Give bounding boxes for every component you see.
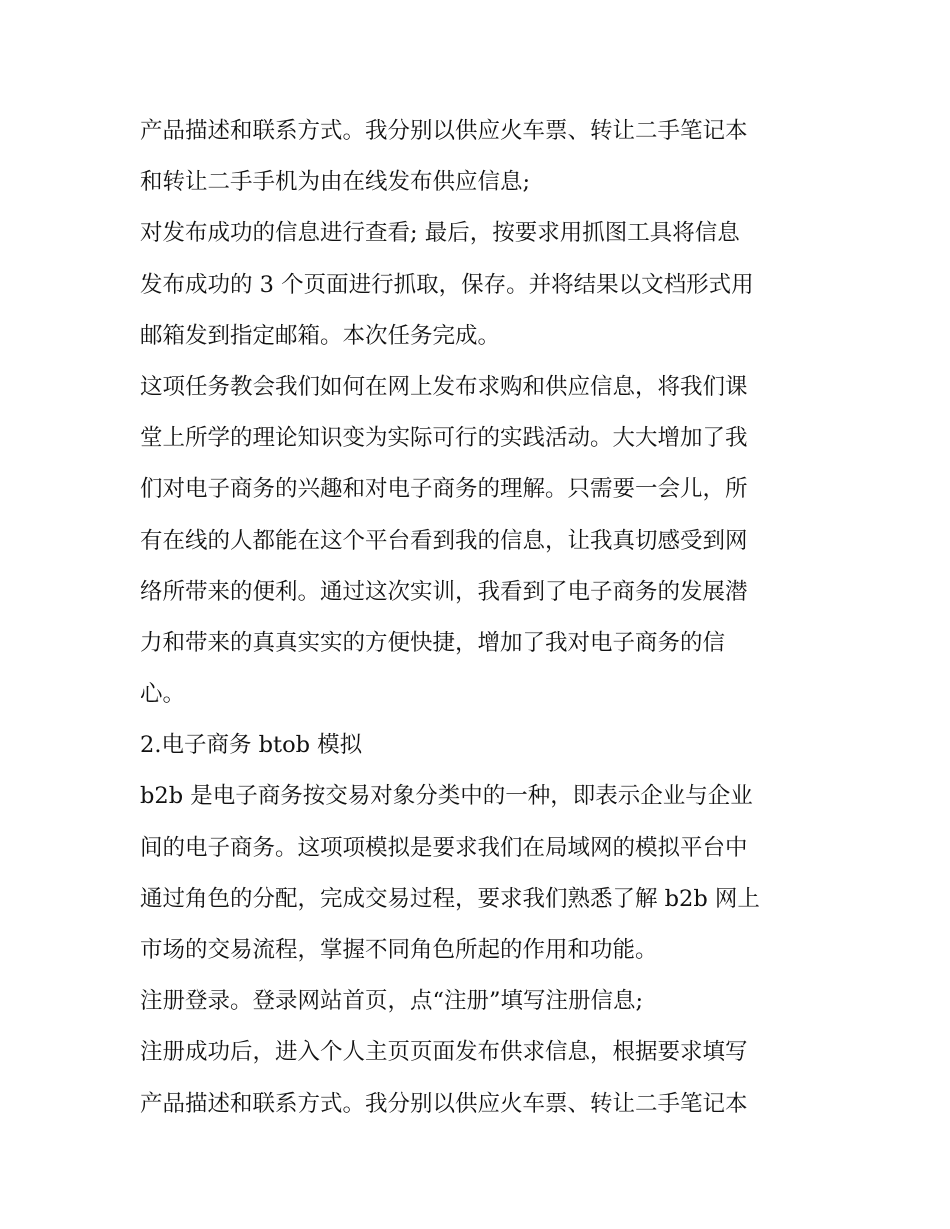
text-line: 注册成功后，进入个人主页页面发布供求信息，根据要求填写 <box>140 1039 748 1066</box>
text-line: 邮箱发到指定邮箱。本次任务完成。 <box>140 322 501 349</box>
text-line: 这项任务教会我们如何在网上发布求购和供应信息，将我们课 <box>140 373 748 400</box>
text-line: 间的电子商务。这项项模拟是要求我们在局域网的模拟平台中 <box>140 834 748 861</box>
text-line: b2b 是电子商务按交易对象分类中的一种，即表示企业与企业 <box>140 783 753 810</box>
text-line: 和转让二手手机为由在线发布供应信息; <box>140 169 531 196</box>
section-heading: 2.电子商务 btob 模拟 <box>140 732 363 759</box>
text-line: 注册登录。登录网站首页，点“注册”填写注册信息; <box>140 988 644 1015</box>
text-line: 市场的交易流程，掌握不同角色所起的作用和功能。 <box>140 937 658 963</box>
text-line: 堂上所学的理论知识变为实际可行的实践活动。大大增加了我 <box>140 425 748 452</box>
text-line: 心。 <box>140 681 186 708</box>
text-line: 产品描述和联系方式。我分别以供应火车票、转让二手笔记本 <box>140 118 748 144</box>
document-body <box>140 106 820 1130</box>
text-line: 产品描述和联系方式。我分别以供应火车票、转让二手笔记本 <box>140 1090 748 1117</box>
text-line: 发布成功的 3 个页面进行抓取，保存。并将结果以文档形式用 <box>140 271 754 298</box>
text-line: 对发布成功的信息进行查看; 最后，按要求用抓图工具将信息 <box>140 220 740 247</box>
text-line: 通过角色的分配，完成交易过程，要求我们熟悉了解 b2b 网上 <box>140 885 760 912</box>
text-line: 有在线的人都能在这个平台看到我的信息，让我真切感受到网 <box>140 527 748 554</box>
text-line: 们对电子商务的兴趣和对电子商务的理解。只需要一会儿，所 <box>140 476 748 503</box>
text-line: 络所带来的便利。通过这次实训，我看到了电子商务的发展潜 <box>140 578 748 605</box>
text-line: 力和带来的真真实实的方便快捷，增加了我对电子商务的信 <box>140 629 726 656</box>
